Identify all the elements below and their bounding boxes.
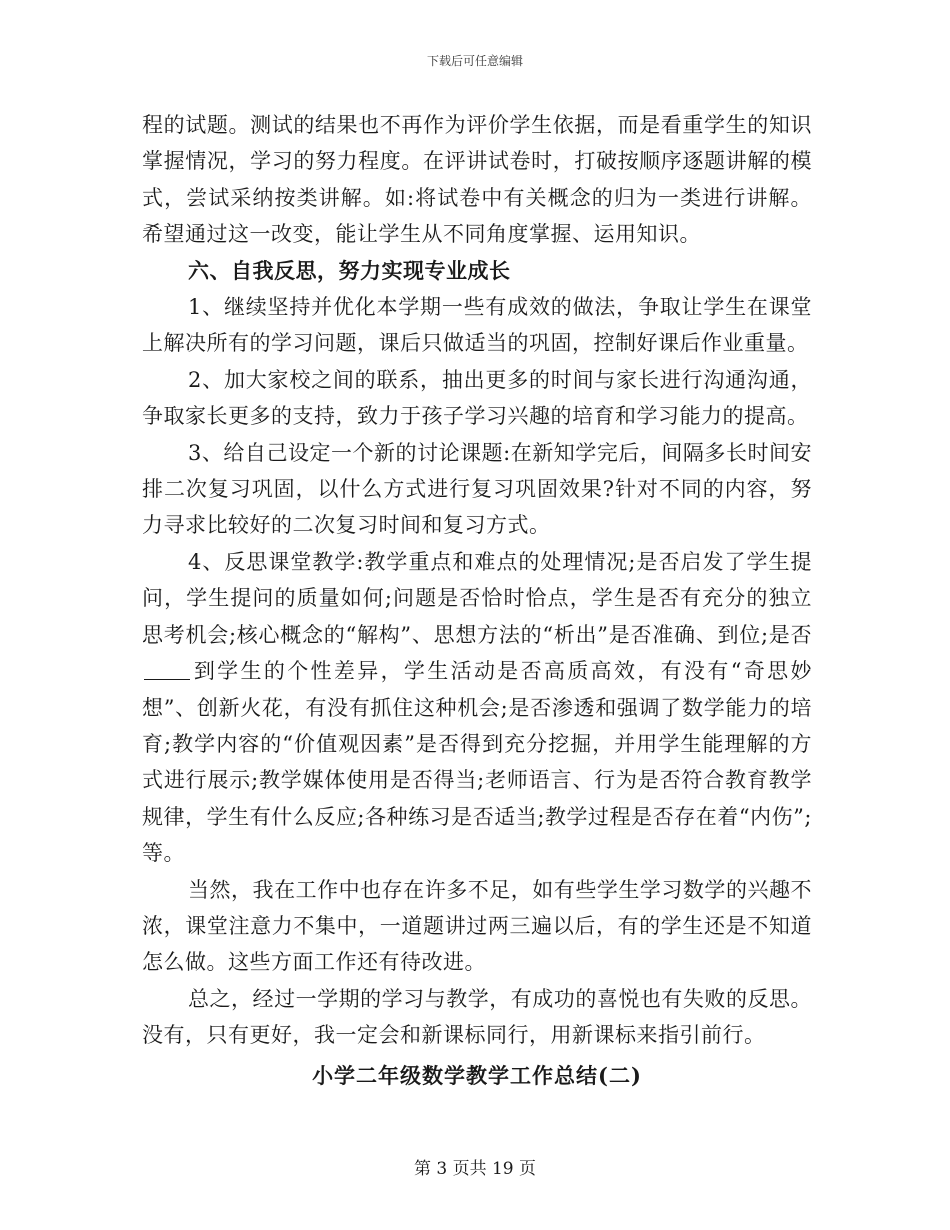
- list-item-4-part-2: 到学生的个性差异，学生活动是否高质高效，有没有“奇思妙想”、创新火花，有没有抓住这种机会;是否渗透和强调了数学能力的培育;教学内容的“价值观因素”是否得到充分挖掘，并用学生能理解的方式进行展示;教学媒体使用是否得当;老师语言、行为是否符合教育教学规律，学生有什么反应;各种练习是否适当;教学过程是否存在着“内伤”;等。: [142, 659, 812, 866]
- paragraph-conclusion: 总之，经过一学期的学习与教学，有成功的喜悦也有失败的反思。没有，只有更好，我一定会和新课标同行，用新课标来指引前行。: [142, 986, 812, 1048]
- fill-in-blank: [144, 659, 190, 680]
- list-item-4-part-1: 4、反思课堂教学:教学重点和难点的处理情况;是否启发了学生提问，学生提问的质量如何;问题是否恰时恰点，学生是否有充分的独立思考机会;核心概念的“解构”、思想方法的“析出”是否准确、到位;是否: [142, 549, 812, 647]
- next-document-title: 小学二年级数学教学工作总结(二): [312, 1062, 642, 1088]
- list-item-1: 1、继续坚持并优化本学期一些有成效的做法，争取让学生在课堂上解决所有的学习问题，课后只做适当的巩固，控制好课后作业重量。: [142, 295, 812, 356]
- list-item-3: 3、给自己设定一个新的讨论课题:在新知学完后，间隔多长时间安排二次复习巩固，以什么方式进行复习巩固效果?针对不同的内容，努力寻求比较好的二次复习时间和复习方式。: [142, 440, 812, 538]
- list-item-2: 2、加大家校之间的联系，抽出更多的时间与家长进行沟通沟通，争取家长更多的支持，致力于孩子学习兴趣的培育和学习能力的提高。: [142, 367, 812, 429]
- header-note: 下载后可任意编辑: [426, 54, 523, 68]
- list-item-4: [142, 544, 812, 872]
- section-heading: 六、自我反思，努力实现专业成长: [188, 257, 511, 283]
- document-body: [142, 107, 812, 1094]
- page-number: 第 3 页共 19 页: [413, 1159, 537, 1179]
- paragraph-continuation: 程的试题。测试的结果也不再作为评价学生依据，而是看重学生的知识掌握情况，学习的努力程度。在评讲试卷时，打破按顺序逐题讲解的模式，尝试采纳按类讲解。如:将试卷中有关概念的归为一类进行讲解。希望通过这一改变，能让学生从不同角度掌握、运用知识。: [142, 113, 812, 247]
- paragraph-shortcomings: 当然，我在工作中也存在许多不足，如有些学生学习数学的兴趣不浓，课堂注意力不集中，一道题讲过两三遍以后，有的学生还是不知道怎么做。这些方面工作还有待改进。: [142, 877, 812, 975]
